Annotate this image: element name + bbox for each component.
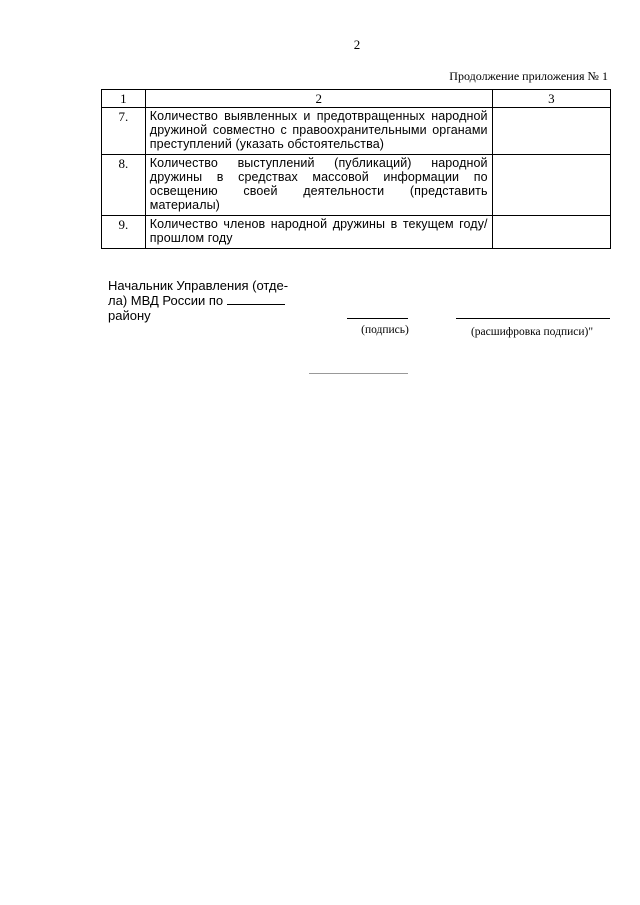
row-number: 9.: [102, 216, 146, 249]
row-description: Количество членов народной дружины в текущем году/прошлом году: [145, 216, 492, 249]
table-row: [102, 108, 611, 155]
table-row: [102, 155, 611, 216]
row-value: [492, 216, 610, 249]
page-number: 2: [353, 37, 361, 52]
row-description: Количество выявленных и предотвращенных народной дружиной совместно с правоохранительными органами преступлений (указать обстоятельства): [145, 108, 492, 155]
continuation-label: Продолжение приложения № 1: [449, 69, 608, 83]
header-cell-3: 3: [492, 90, 610, 108]
row-description: Количество выступлений (публикаций) народной дружины в средствах массовой информации по освещению своей деятельности (представить материалы): [145, 155, 492, 216]
position-line-1: Начальник Управления (отде-: [108, 278, 289, 293]
signature-decoding-line: [456, 318, 610, 319]
signature-line: [347, 318, 408, 319]
row-number: 7.: [102, 108, 146, 155]
signature-caption: (подпись): [361, 324, 409, 336]
position-line-2: [108, 293, 308, 308]
row-value: [492, 155, 610, 216]
row-value: [492, 108, 610, 155]
position-line-2-text: ла) МВД России по: [108, 293, 224, 308]
indicators-table: [101, 89, 611, 249]
signatory-position: [108, 278, 308, 323]
signature-decoding-caption: (расшифровка подписи)": [470, 326, 594, 338]
footer-divider: [309, 373, 408, 374]
position-line-3: району: [108, 308, 151, 323]
header-cell-1: 1: [102, 90, 146, 108]
row-number: 8.: [102, 155, 146, 216]
header-cell-2: 2: [145, 90, 492, 108]
district-blank: [227, 293, 285, 305]
table-row: [102, 216, 611, 249]
table-header-row: [102, 90, 611, 108]
